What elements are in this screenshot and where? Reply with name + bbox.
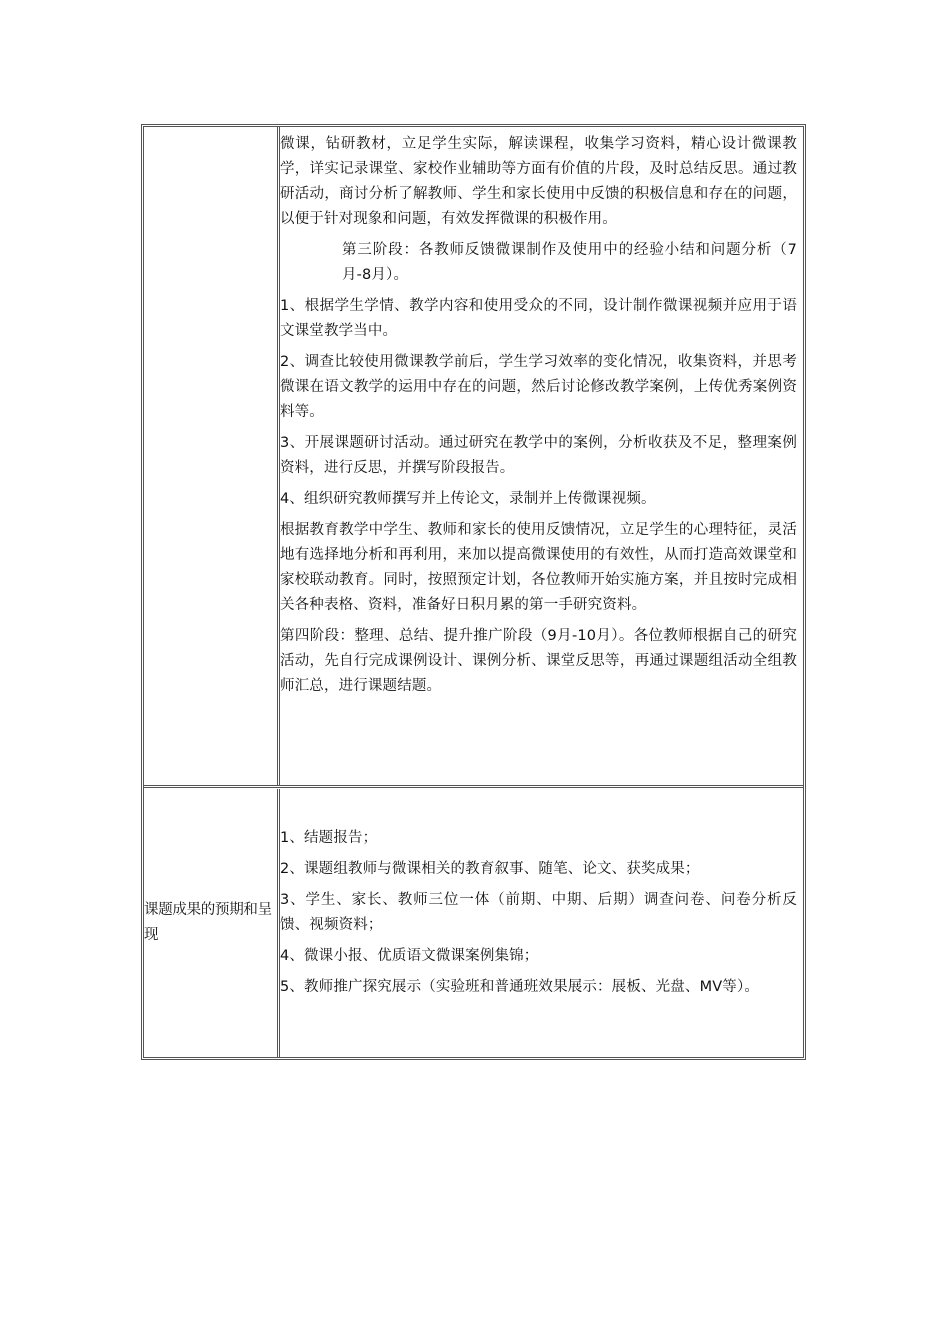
stage-three-item-2: 2、调查比较使用微课教学前后，学生学习效率的变化情况，收集资料，并思考微课在语文教学的运用中存在的问题，然后讨论修改教学案例，上传优秀案例资料等。 <box>280 354 797 420</box>
expected-results-content <box>280 789 797 1057</box>
stage-three-item-3: 3、开展课题研讨活动。通过研究在教学中的案例，分析收获及不足，整理案例资料，进行反思，并撰写阶段报告。 <box>280 435 797 476</box>
result-item-1: 1、结题报告； <box>280 830 378 846</box>
stage-three-heading: 第三阶段：各教师反馈微课制作及使用中的经验小结和问题分析（7月-8月）。 <box>342 242 797 283</box>
stage-three-summary: 根据教育教学中学生、教师和家长的使用反馈情况，立足学生的心理特征，灵活地有选择地分析和再利用，来加以提高微课使用的有效性，从而打造高效课堂和家校联动教育。同时，按照预定计划，各位教师开始实施方案，并且按时完成相关各种表格、资料，准备好日积月累的第一手研究资料。 <box>280 522 797 613</box>
stage-three-item-4: 4、组织研究教师撰写并上传论文，录制并上传微课视频。 <box>280 491 656 507</box>
row-divider <box>144 785 803 788</box>
result-item-4: 4、微课小报、优质语文微课案例集锦； <box>280 948 539 964</box>
stage-two-continuation: 微课，钻研教材，立足学生实际，解读课程，收集学习资料，精心设计微课教学，详实记录课堂、家校作业辅助等方面有价值的片段，及时总结反思。通过教研活动，商讨分析了解教师、学生和家长使用中反馈的积极信息和存在的问题，以便于针对现象和问题，有效发挥微课的积极作用。 <box>280 136 797 227</box>
stage-three-item-1: 1、根据学生学情、教学内容和使用受众的不同，设计制作微课视频并应用于语文课堂教学当中。 <box>280 298 797 339</box>
research-stages-row <box>144 127 803 785</box>
result-item-2: 2、课题组教师与微课相关的教育叙事、随笔、论文、获奖成果； <box>280 861 700 877</box>
research-stages-content <box>280 127 797 785</box>
stage-four-paragraph: 第四阶段：整理、总结、提升推广阶段（9月-10月）。各位教师根据自己的研究活动，先自行完成课例设计、课例分析、课堂反思等，再通过课题组活动全组教师汇总，进行课题结题。 <box>280 628 797 694</box>
plan-table <box>141 124 806 1060</box>
expected-results-row <box>144 789 803 1057</box>
row-label-empty <box>144 127 278 785</box>
result-item-5: 5、教师推广探究展示（实验班和普通班效果展示：展板、光盘、MV等）。 <box>280 979 760 995</box>
result-item-3: 3、学生、家长、教师三位一体（前期、中期、后期）调查问卷、问卷分析反馈、视频资料； <box>280 892 797 933</box>
expected-results-label: 课题成果的预期和呈现 <box>144 902 272 943</box>
